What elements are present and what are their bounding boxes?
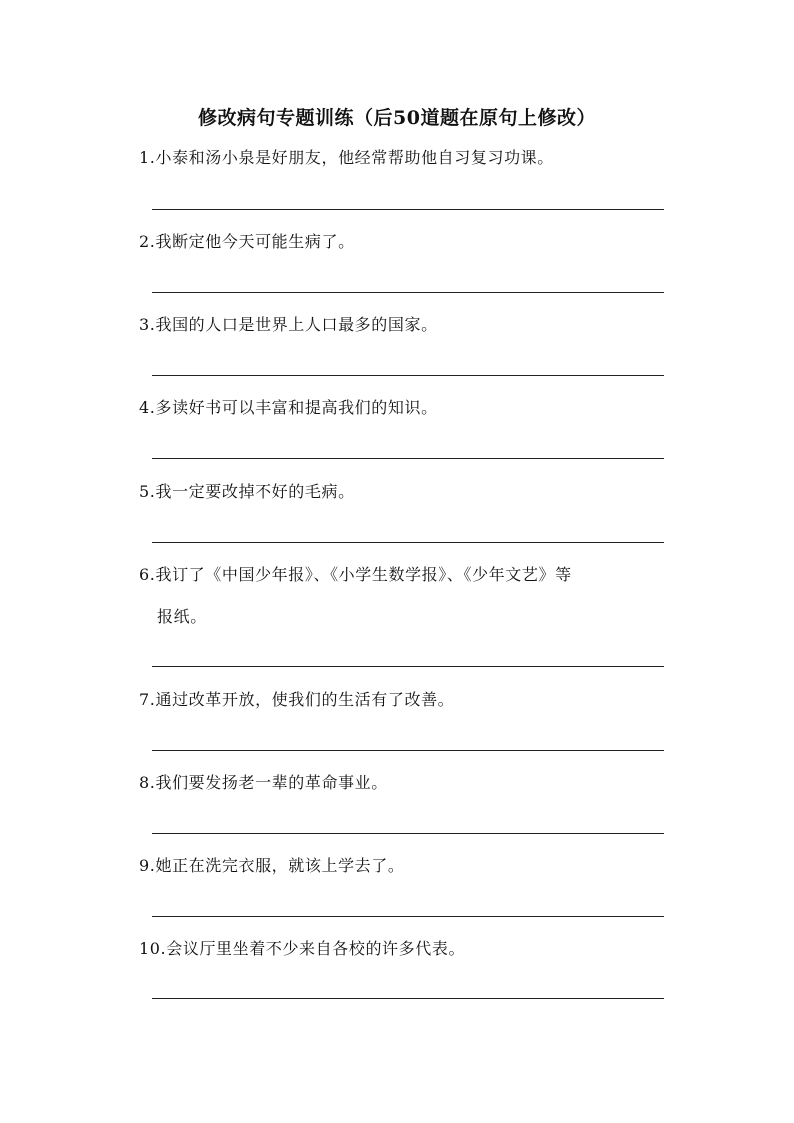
question-1 <box>139 148 669 168</box>
question-text: 她正在洗完衣服，就该上学去了。 <box>155 856 405 875</box>
question-number: 6. <box>139 565 156 584</box>
answer-line-2[interactable] <box>152 292 664 293</box>
question-9 <box>139 856 669 876</box>
question-number: 8. <box>139 773 156 792</box>
question-text: 我断定他今天可能生病了。 <box>155 232 355 251</box>
question-text-continuation: 报纸。 <box>157 607 207 626</box>
question-6 <box>139 565 669 626</box>
question-number: 1. <box>139 148 156 167</box>
question-number: 2. <box>139 232 156 251</box>
page-title: 修改病句专题训练（后50道题在原句上修改） <box>198 107 596 129</box>
answer-line-3[interactable] <box>152 375 664 376</box>
answer-line-10[interactable] <box>152 998 664 999</box>
question-text: 多读好书可以丰富和提高我们的知识。 <box>155 398 438 417</box>
question-4 <box>139 398 669 418</box>
answer-line-8[interactable] <box>152 833 664 834</box>
answer-line-5[interactable] <box>152 542 664 543</box>
question-number: 7. <box>139 690 156 709</box>
question-3 <box>139 315 669 335</box>
question-text: 我订了《中国少年报》、《小学生数学报》、《少年文艺》等 <box>155 565 572 584</box>
question-text: 我们要发扬老一辈的革命事业。 <box>155 773 388 792</box>
answer-line-4[interactable] <box>152 458 664 459</box>
question-text: 会议厅里坐着不少来自各校的许多代表。 <box>166 939 466 958</box>
question-5 <box>139 482 669 502</box>
question-number: 10. <box>139 939 167 958</box>
question-number: 5. <box>139 482 156 501</box>
question-8 <box>139 773 669 793</box>
answer-line-6[interactable] <box>152 666 664 667</box>
question-number: 3. <box>139 315 156 334</box>
question-text: 通过改革开放，使我们的生活有了改善。 <box>155 690 455 709</box>
question-text: 我一定要改掉不好的毛病。 <box>155 482 355 501</box>
question-text: 我国的人口是世界上人口最多的国家。 <box>155 315 438 334</box>
question-2 <box>139 232 669 252</box>
question-number: 9. <box>139 856 156 875</box>
question-text: 小泰和汤小泉是好朋友，他经常帮助他自习复习功课。 <box>155 148 554 167</box>
question-7 <box>139 690 669 710</box>
answer-line-9[interactable] <box>152 916 664 917</box>
answer-line-1[interactable] <box>152 209 664 210</box>
answer-line-7[interactable] <box>152 750 664 751</box>
question-10 <box>139 939 669 959</box>
question-number: 4. <box>139 398 156 417</box>
